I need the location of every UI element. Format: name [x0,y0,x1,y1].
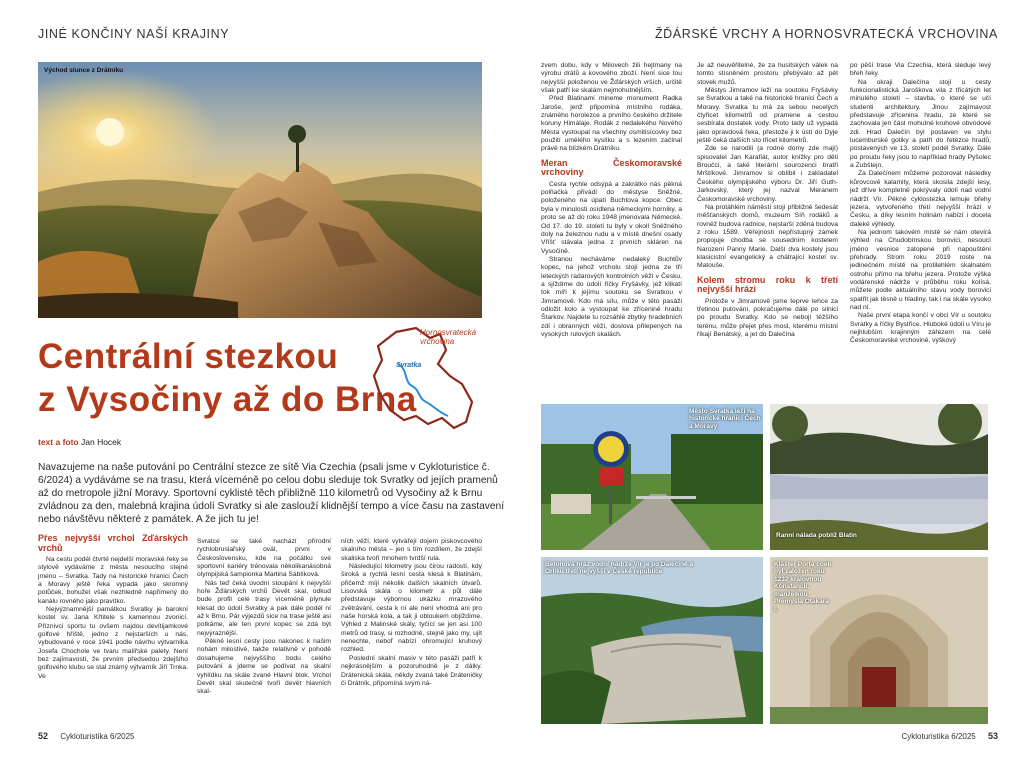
paragraph: Na cestu podél čtvrté nejdelší moravské řeky se stylově vydáváme z města nesoucího stejné jméno – Svratka. Tady na historické hranici Čech a Moravy ještě řeka vypadá jako skromný potůček, bohužel však nezhledně napřímený do kanálu rovného jako pravítko. [38,556,188,605]
section-heading: Meran Českomoravské vrchoviny [541,157,682,178]
paragraph: Svratce se také nachází přírodní rychlobruslařský ovál, první v Československu, kde na počátku své sportovní kariéry trénovala několikanásobná olympijská šampionka Martina Sáblíková. [197,538,331,579]
misty-lake-illustration [770,404,988,550]
running-header-right: ŽĎÁRSKÉ VRCHY A HORNOSVRATECKÁ VRCHOVINA [654,27,998,41]
photo-morning-lake [770,404,988,550]
paragraph: Je až neuvěřitelné, že za husitských válek na tomto stísněném prostoru přebývalo až pět stovek mužů. [697,62,838,86]
route-map [368,324,480,434]
photo-caption: Betonová hráz vodní nádrže Vír je po Dalečíně a Orlíku třetí nejvyšší v České republice [545,561,694,576]
paragraph: Cesta rychle odsýpá a zakrátko nás pěkná polňačka přivádí do městyse Sněžné, položeného na úpatí Buchtova kopce. Obec byla v minulosti osídlena německými horníky, a proto se až do roku 1948 jmenovala Německé. Od 17. do 19. století tu byly v okolí Sněžného doly na železnou rudu a v místě dnešní osady Vříšť stávala jedna z prvních skláren na Vysočině. [541,180,682,255]
text-column-3 [341,538,482,724]
page-number-left: 52 [38,731,49,741]
author-line [38,437,121,447]
paragraph: Protože v Jimramově jsme teprve lehce za třetinou putování, pokračujeme dále po silnici po proudu Svratky. Kdo se nebojí těžšího terénu, může přejet přes most, kterému místní říkají Benátský, a jet do Dalečína [697,297,838,338]
paragraph: Následující kilometry jsou čirou radostí, kdy široká a rychlá lesní cesta klesá k Blatinám, přičemž míjí několik dalších skalních útvarů. Lisovská skála o kilometr a půl dále představuje výbornou ukázku mrazového zvětrávání, cesta k ní ale není vhodná ani pro naše horská kola, a tak ji obloukem objíždíme. Výhled z Malinské skály, tyčící se jen asi 100 metrů od trasy, si rozhodně, stejně jako my, ujít nenechte, nebof nabízí ohromující kruhový rozhled. [341,563,482,654]
photo-caption: Klášter Porta coeli byl založen roku 1232 královnou Konstancií, manželkou Přemysla Otakara I. [774,561,832,613]
paragraph: Stranou necháváme nedaleký Buchtův kopec, na jehož vrcholu stojí jedna ze tří leteckých radarových kontrolních věží v Česku, a sjíždíme do údolí říčky Fryšávky, jež klikatí tok míří k jejímu soutoku se Svratkou v Jimramově. Kdo má sílu, může v této pasáži odložit kolo a vystoupat ke zřícenině hradu Štarkov. Najdete tu rozsáhlé zbytky hradebních zdí i obranných věží, doslova přilepených na vysokých rulových skalách. [541,255,682,338]
photo-porta-coeli [770,557,988,724]
paragraph: Na okraji Dalečína stojí u cesty funkcionalistická Jaroškova vila z třicátých let minulého století – stavba, o které se učí studenti architektury. Jinou zajímavost představuje zřícenina hradu, ze které se zachovala jen část mohutné kruhové obvodové zdi. Hrad Dalečín byl postaven ve stylu lucemburské gotiky a patří do řetězce hradů, postavených ve 13. století podél Svratky. Dále po proudu řeky jsou to například hrady Pyšolec a Zubštejn. [850,78,991,170]
text-column-6 [850,62,991,394]
paragraph: Poslední skalní masiv v této pasáži patří k nejkrásnějším a pozoruhodně je z dálky. Drátenická skála, někdy zvaná také Dráteničky či Drátník, připomíná svým ná- [341,654,482,687]
footer-left [38,731,135,741]
map-region-label: Hornosvratecká vrchovina [420,328,477,346]
main-photo-sunrise [38,62,482,318]
paragraph: Nejvýznamnější památkou Svratky je barokní kostel sv. Jana Křtitele s kamennou zvonicí. Příznivci sportu tu ovšem najdou devítijamkové golfové hřiště, jedno z nejstarších u nás, vybudované v roce 1941 podle návrhu výtvarníka Josefa Chochole ve tvaru malířské palety. Není bez zajímavosti, že prvním předsedou zdejšího golfového klubu se stal známý výtvarník Jiří Trnka. Ve [38,606,188,680]
paragraph: zvem dobu, kdy v Milovech žili hejtmany na výrobu drátů a kovového zboží. Není sice tou nejvyšší položenou ve Žďárských vrších, určitě však patří ke skalám nejmohutnějším. [541,62,682,95]
author-prefix: text a foto [38,437,79,447]
paragraph: Za Dalečínem můžeme pozorovat následky kůrovcové kalamity, která skosila zdejší lesy, jež dříve kompletně pokrývaly údolí nad vodní nádrží Vír. Pěkné cyklostezka lemuje břehy jezera, vytvořeného třetí nejvyšší hrází v Česku, a díky lesním holinám nabízí i docela daleké výhledy. [850,170,991,228]
text-column-4 [541,62,682,394]
paragraph: Nás teď čeká úvodní stoupání k nejvyšší hoře Žďárských vrchů Devět skal, odkud bude profil celé trasy víceméně plynule klesat do údolí Svratky a pak dále podél ní až k Brnu. Pár výjezdů sice na trase ještě asi potkáme, ale ten první kopec se zdá být nejvýraznější. [197,579,331,637]
page-number-right: 53 [987,731,998,741]
magazine-issue-right: Cykloturistika 6/2025 [901,732,976,741]
map-river-label: Svratka [396,362,422,369]
lead-paragraph: Navazujeme na naše putování po Centrální stezce ze sítě Via Czechia (psali jsme v Cykloturistice č. 6/2024) a vydáváme se na trasu, která víceméně po celou dobu sleduje tok Svratky od jejích pramenů až do metropole jižní Moravy. Sportovní cyklisté těch přibližně 110 kilometrů od Vysočiny až k Brnu zvládnou za den, malebná krajina údolí Svratky si ale zaslouží klidnější tempo a více času na zastavení nebo návštěvu některé z památek. A že jich tu je! [38,462,505,525]
paragraph: Pěkné lesní cesty jsou nakonec k našim nohám milostivé, takže relativně v pohodě dosahujeme nejvyššího bodu celého putování a jdeme se podívat na skalní vyhlídku na skále zvané Hlavní blok. Vrchol Devět skal skutečně tvoří devět hlavních skal- [197,638,331,696]
paragraph: ních věží, které vytvářejí dojem pískovcového skalního města – jen s tím rozdílem, že zdejší skaliska tvoří mnohem tvrdší rula. [341,538,482,562]
photo-caption: Město Svratka leží na historické hranici Čech a Moravy [689,408,761,430]
article-title-line2: z Vysočiny až do Brna [38,380,417,419]
dam-illustration [541,557,763,724]
photo-vir-dam [541,557,763,724]
magazine-issue-left: Cykloturistika 6/2025 [60,732,135,741]
text-column-1 [38,534,188,724]
main-photo-caption: Východ slunce z Drátníku [44,67,124,74]
author-name: Jan Hocek [81,437,122,447]
paragraph: Městys Jimramov leží na soutoku Fryšávky se Svratkou a také na historické hranici Čech a Moravy. Svratka tu má za sebou necelých čtyřicet kilometrů od pramene a cestou sesbírala dostatek vody. Proto tady už vypadá jako opravdová řeka, přestože ji k ústí do Dyje ještě čeká dalších sto třicet kilometrů. [697,87,838,145]
sunrise-rocks-illustration [38,62,482,318]
footer-right [901,731,998,741]
paragraph: Na protáhlém náměstí stojí přibližně šedesát měšťanských domů, muzeum Síň rodáků a rovněž budova radnice, nejstarší zděná budova z roku 1589. Věřejnosti nepřístupný zámek propojuje chodba se sousedním kostelem Narození Panny Marie. Další dva kostely jsou klasicistní evangelický a chátrající kostel sv. Matouše. [697,203,838,270]
running-header-left: JINÉ KONČINY NAŠÍ KRAJINY [38,27,230,41]
photo-svratka-border-sign [541,404,763,550]
section-heading: Přes nejvyšší vrchol Žďárských vrchů [38,534,188,553]
photo-caption: Ranní nálada poblíž Blatin [776,532,857,539]
paragraph: Zde se narodili (a rodné domy zde mají) spisovatel Jan Karafiát, autor knížky pro děti Broučci, a také literární sourozenci bratři Mrštíkové. Jimramov si oblíbil i zakladatel Českého olympijského výboru Dr. Jiří Guth-Jarkovský, který jej nazval Meranem Českomoravské vrchoviny. [697,145,838,203]
text-column-5 [697,62,838,394]
text-column-2 [197,538,331,724]
paragraph: po pěší trase Via Czechia, která sleduje levý břeh řeky. [850,62,991,78]
article-title-line1: Centrální stezkou [38,337,339,376]
section-heading: Kolem stromu roku k třetí nejvyšší hrázi [697,274,838,295]
paragraph: Na jednom takovém místě se nám otevírá výhled na Chudobínskou borovici, nesoucí jméno vesnice zatopené při napouštění přehrady. Strom roku 2019 roste na jedinečném místě na protilehlém skalnatém ostrohu přímo na břehu jezera. Protože výška vodárenské nádrže v průběhu roku kolísá, můžete podle aktuálního stavu vody borovici spatřit jak těsně u hladiny, tak i na skále vysoko nad ní. [850,228,991,311]
paragraph: Naše první etapa končí v obci Vír u soutoku Svratky a říčky Bystřice. Hluboké údolí u Víru je nejhlubším krajinným zářezem na celé Českomoravské vrchovině, výškový [850,312,991,345]
paragraph: Před Blatinami mineme monument Radka Jaroše, jenž připomíná místního rodáka, známého horolezce a prvního českého držitele koruny Himálaje. Rodák z nedalekého Nového Města vystoupal na všechny osmitisícovky bez použití umělého kyslíku a s lezením začínal právě na blízkém Drátníku. [541,95,682,153]
